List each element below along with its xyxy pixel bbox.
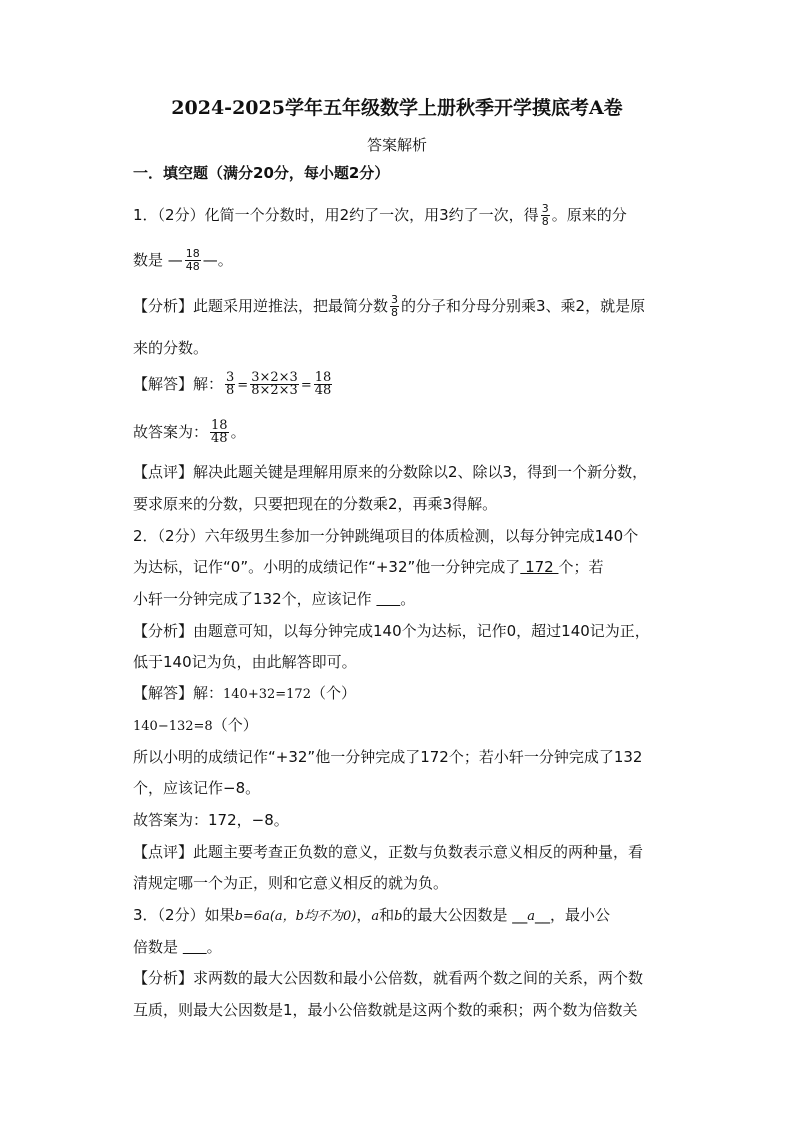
page-title: 2024-2025学年五年级数学上册秋季开学摸底考A卷 <box>171 97 623 119</box>
q3-analysis-line2: 互质，则最大公因数是1，最小公倍数就是这两个数的乘积；两个数为倍数关 <box>133 1001 638 1019</box>
answer-fraction <box>314 372 333 397</box>
fraction-denominator: 8 <box>226 383 235 398</box>
q3-text: ， <box>356 906 372 924</box>
q2-answer: 故答案为：172，−8。 <box>133 811 289 829</box>
q3-text: __，最小公 <box>535 906 611 924</box>
unit: （个） <box>310 684 356 702</box>
fraction-3-8 <box>541 203 550 228</box>
fraction-numerator: 18 <box>314 370 332 385</box>
product-fraction <box>250 372 299 397</box>
q2-comment-line1: 【点评】此题主要考查正负数的意义，正数与负数表示意义相反的两种量，看 <box>133 843 644 861</box>
fraction-numerator: 3 <box>226 370 235 385</box>
fraction-denominator: 48 <box>211 431 228 446</box>
fraction-numerator: 18 <box>211 418 228 433</box>
fraction-3-8 <box>390 294 399 319</box>
q2-analysis-line1: 【分析】由题意可知，以每分钟完成140个为达标，记作0，超过140记为正， <box>133 622 650 640</box>
q1-analysis-line1 <box>133 294 645 319</box>
q1-analysis-line2: 来的分数。 <box>133 339 209 357</box>
variable-a: a <box>371 909 380 924</box>
q2-analysis-line2: 低于140记为负，由此解答即可。 <box>133 653 357 671</box>
q3-text: 和 <box>379 906 395 924</box>
solution-label: 【解答】解： <box>133 684 224 702</box>
answer-label: 故答案为： <box>133 423 209 441</box>
q3-text: 倍数是 <box>133 938 179 956</box>
answer-fraction <box>210 420 229 445</box>
q2-result-line1: 所以小明的成绩记作“+32”他一分钟完成了172个；若小轩一分钟完成了132 <box>133 748 643 766</box>
fraction-numerator: 3 <box>391 293 399 306</box>
answer-blank: a <box>527 909 535 924</box>
q2-text: 小轩一分钟完成了132个，应该记作 <box>133 590 372 608</box>
q3-text: 3．（2分）如果 <box>133 906 235 924</box>
q3-text: 。 <box>206 938 222 956</box>
q3-analysis-line1: 【分析】求两数的最大公因数和最小公倍数，就看两个数之间的关系，两个数 <box>133 969 644 987</box>
solution-label: 【解答】解： <box>133 375 224 393</box>
answer-blank <box>376 590 400 608</box>
fraction-denominator: 8×2×3 <box>251 383 298 398</box>
q1-answer <box>133 420 246 445</box>
q2-comment-line2: 清规定哪一个为正，则和它意义相反的就为负。 <box>133 874 449 892</box>
fraction-numerator: 3×2×3 <box>251 370 298 385</box>
calculation: 140+32=172 <box>223 687 311 702</box>
q3-stem-line1 <box>133 905 610 927</box>
analysis-text: 【分析】此题采用逆推法，把最简分数 <box>133 297 389 315</box>
fraction-denominator: 8 <box>541 215 549 228</box>
analysis-text: 的分子和分母分别乘3、乘2，就是原 <box>401 297 646 315</box>
fraction-denominator: 48 <box>314 383 332 398</box>
answer-blank <box>183 938 207 956</box>
q1-solution <box>133 372 334 397</box>
math-expression: b=6a(a，b均不为0) <box>234 909 357 924</box>
unit: （个） <box>212 716 258 734</box>
q1-text: 数是 — <box>133 251 183 269</box>
calculation: 140−132=8 <box>133 719 213 734</box>
fraction-3-8 <box>225 372 235 397</box>
period: 。 <box>230 423 246 441</box>
q2-text: 个；若 <box>558 558 604 576</box>
q1-text: 1．（2分）化简一个分数时，用2约了一次，用3约了一次，得 <box>133 206 539 224</box>
q1-comment-line2: 要求原来的分数，只要把现在的分数乘2，再乘3得解。 <box>133 495 498 513</box>
page-subtitle: 答案解析 <box>366 136 427 154</box>
q2-result-line2: 个，应该记作−8。 <box>133 779 261 797</box>
equals-sign: = <box>300 378 312 393</box>
answer-fraction <box>185 248 201 273</box>
q3-text: 的最大公因数是 __ <box>402 906 528 924</box>
q2-stem-line1: 2．（2分）六年级男生参加一分钟跳绳项目的体质检测，以每分钟完成140个 <box>133 527 639 545</box>
q1-text: —。 <box>202 251 233 269</box>
q1-comment-line1: 【点评】解决此题关键是理解用原来的分数除以2、除以3，得到一个新分数， <box>133 463 648 481</box>
q2-text: 。 <box>400 590 416 608</box>
q3-stem-line2 <box>133 937 222 957</box>
fraction-numerator: 18 <box>185 247 200 260</box>
q2-stem-line3 <box>133 589 415 609</box>
q2-text: 为达标，记作“0”。小明的成绩记作“+32”他一分钟完成了 <box>133 558 521 576</box>
fraction-numerator: 3 <box>541 202 549 215</box>
q1-stem-line1 <box>133 203 627 228</box>
equals-sign: = <box>237 378 249 393</box>
section-heading: 一．填空题（满分20分，每小题2分） <box>133 164 390 182</box>
fraction-denominator: 8 <box>391 306 399 319</box>
q2-solution-line2 <box>133 715 258 737</box>
answer-blank: 172 <box>520 558 559 576</box>
q2-solution <box>133 683 356 705</box>
q1-text: 。原来的分 <box>551 206 627 224</box>
fraction-denominator: 48 <box>185 260 200 273</box>
variable-b: b <box>394 909 403 924</box>
q1-stem-line2 <box>133 248 233 273</box>
q2-stem-line2 <box>133 557 603 577</box>
